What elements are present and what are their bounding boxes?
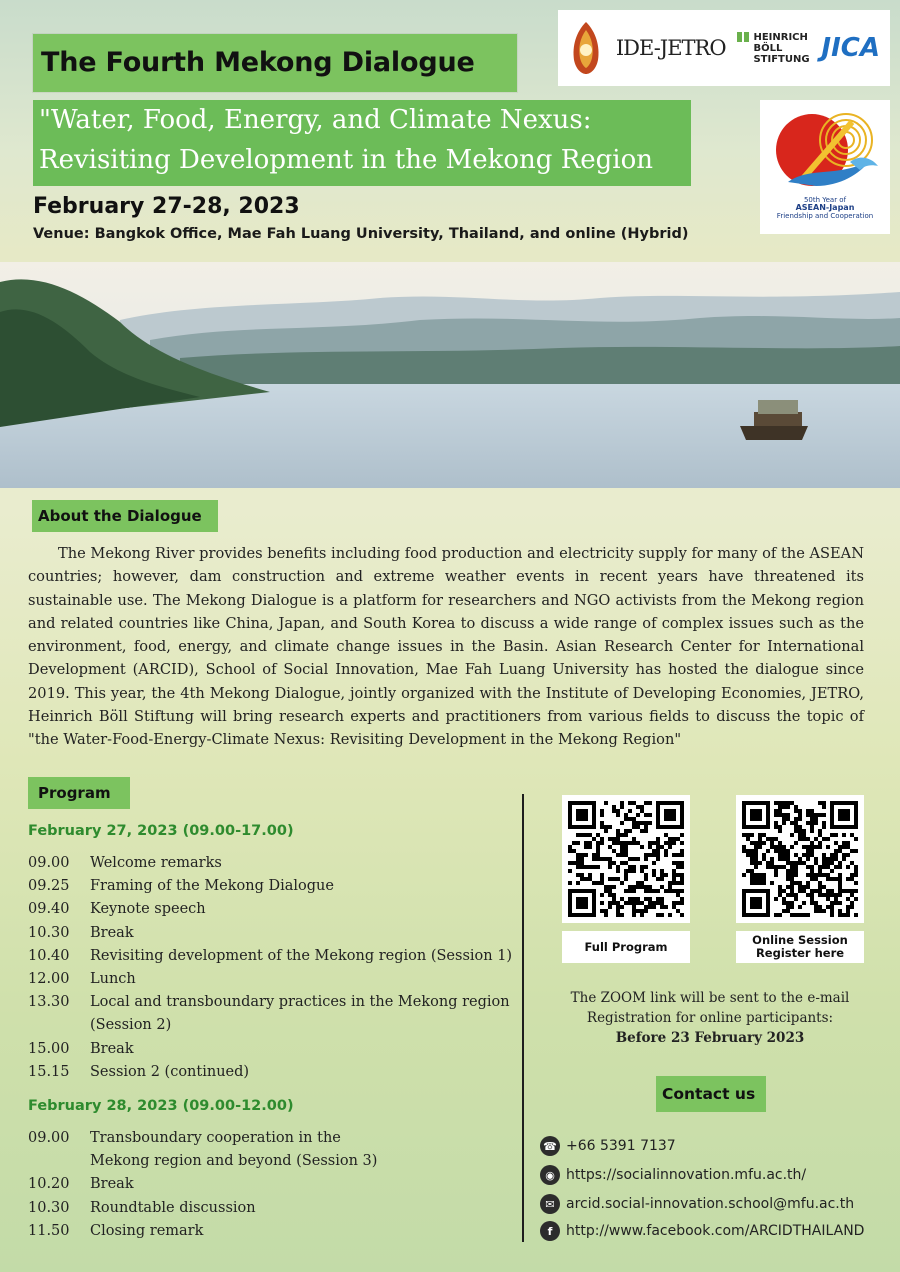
- schedule-time: 13.30: [28, 994, 70, 1011]
- full-program-qr[interactable]: [562, 795, 690, 923]
- hbs-line-3: STIFTUNG: [753, 53, 810, 65]
- contact-website[interactable]: [540, 1165, 806, 1185]
- partner-logos: [558, 10, 890, 86]
- full-program-label[interactable]: Full Program: [562, 931, 690, 963]
- schedule-row: [28, 852, 518, 875]
- schedule-row: [28, 1127, 388, 1173]
- email-address: arcid.social-innovation.school@mfu.ac.th: [566, 1196, 855, 1212]
- schedule-row: [28, 922, 518, 945]
- schedule-time: 09.25: [28, 878, 70, 895]
- registration-line-1: The ZOOM link will be sent to the e-mail: [570, 990, 850, 1006]
- online-label-line-2: Register here: [755, 946, 845, 960]
- schedule-desc: Welcome remarks: [90, 855, 222, 871]
- subtitle-banner: [33, 100, 691, 186]
- day1-schedule: [28, 852, 518, 1084]
- schedule-time: 15.15: [28, 1063, 70, 1080]
- page-title: The Fourth Mekong Dialogue: [41, 47, 475, 78]
- schedule-row: [28, 875, 518, 898]
- schedule-desc: Session 2 (continued): [90, 1063, 250, 1080]
- contact-email[interactable]: [540, 1194, 854, 1214]
- schedule-time: 15.00: [28, 1040, 70, 1057]
- schedule-row: [28, 991, 518, 1037]
- schedule-time: 09.00: [28, 1130, 70, 1146]
- subtitle-line-1: "Water, Food, Energy, and Climate Nexus:: [39, 105, 592, 135]
- schedule-desc: Break: [90, 1176, 134, 1193]
- phone-icon: ☎: [540, 1136, 560, 1156]
- schedule-row: [28, 1038, 518, 1061]
- contact-facebook[interactable]: [540, 1221, 864, 1241]
- online-label-line-1: Online Session: [752, 933, 848, 947]
- online-session-qr[interactable]: [736, 795, 864, 923]
- hbs-line-2: BÖLL: [753, 42, 783, 54]
- mekong-river-photo: [0, 262, 900, 488]
- contact-heading-tab: [656, 1076, 766, 1112]
- hbs-logo: [737, 32, 809, 65]
- contact-phone[interactable]: [540, 1136, 676, 1156]
- asean-japan-emblem-icon: [760, 100, 890, 196]
- about-heading-tab: [32, 500, 218, 532]
- qr-code-icon: [742, 801, 858, 917]
- schedule-time: 09.00: [28, 855, 70, 871]
- mfu-emblem-icon: [568, 20, 604, 76]
- facebook-url: http://www.facebook.com/ARCIDTHAILAND: [566, 1223, 865, 1239]
- schedule-time: 12.00: [28, 971, 70, 988]
- schedule-desc: Lunch: [90, 971, 136, 988]
- jica-logo: JICA: [821, 33, 880, 63]
- program-heading: Program: [38, 784, 111, 802]
- column-divider: [522, 794, 524, 1242]
- schedule-time: 11.50: [28, 1222, 70, 1239]
- registration-line-2: Registration for online participants:: [586, 1010, 834, 1026]
- day1-heading: February 27, 2023 (09.00-17.00): [28, 823, 294, 839]
- schedule-time: 10.20: [28, 1176, 70, 1193]
- title-banner: [33, 34, 517, 92]
- schedule-desc: Framing of the Mekong Dialogue: [90, 878, 334, 895]
- facebook-icon: f: [540, 1221, 560, 1241]
- subtitle-line-2: Revisiting Development in the Mekong Region: [39, 145, 654, 175]
- schedule-time: 10.30: [28, 1199, 70, 1216]
- phone-number: +66 5391 7137: [566, 1138, 676, 1154]
- schedule-time: 10.30: [28, 924, 70, 941]
- website-url: https://socialinnovation.mfu.ac.th/: [566, 1167, 807, 1183]
- registration-deadline: Before 23 February 2023: [615, 1030, 805, 1046]
- qr-code-icon: [568, 801, 684, 917]
- asean-caption-line-1: 50th Year of: [803, 196, 847, 204]
- schedule-time: 09.40: [28, 901, 70, 918]
- about-text: The Mekong River provides benefits including food production and electricity supply for many of the ASEAN countries; however, dam construction and extreme weather events in recent years have threatened its sustainable use. The Mekong Dialogue is a platform for researchers and NGO activists from the Mekong region and related countries like China, Japan, and South Korea to discuss a wide range of complex issues such as the environment, food, energy, and climate change issues in the Basin. Asian Research Center for International Development (ARCID), School of Social Innovation, Mae Fah Luang University has hosted the dialogue since 2019. This year, the 4th Mekong Dialogue, jointly organized with the Institute of Developing Economies, JETRO, Heinrich Böll Stiftung will bring research experts and practitioners from various fields to discuss the topic of "the Water-Food-Energy-Climate Nexus: Revisiting Development in the Mekong Region": [28, 545, 864, 749]
- day2-heading: February 28, 2023 (09.00-12.00): [28, 1098, 294, 1114]
- hbs-mark-icon: [737, 32, 749, 42]
- schedule-row: [28, 945, 518, 968]
- online-session-label[interactable]: [736, 931, 864, 963]
- schedule-desc: Break: [90, 1040, 134, 1057]
- asean-caption-line-3: Friendship and Cooperation: [776, 212, 874, 220]
- ide-jetro-logo: IDE-JETRO: [615, 36, 726, 60]
- schedule-desc: Local and transboundary practices in the Mekong region (Session 2): [90, 994, 510, 1034]
- asean-caption-line-2: ASEAN-Japan: [795, 203, 855, 212]
- email-icon: ✉: [540, 1194, 560, 1214]
- asean-japan-logo: [760, 100, 890, 234]
- event-venue: Venue: Bangkok Office, Mae Fah Luang University, Thailand, and online (Hybrid): [33, 226, 689, 242]
- schedule-desc: Break: [90, 924, 134, 941]
- program-heading-tab: [28, 777, 130, 809]
- about-heading: About the Dialogue: [38, 507, 202, 525]
- schedule-row: [28, 1173, 388, 1196]
- schedule-desc: Roundtable discussion: [90, 1199, 256, 1216]
- day2-schedule: [28, 1127, 388, 1243]
- schedule-row: [28, 968, 518, 991]
- schedule-row: [28, 1061, 518, 1084]
- schedule-row: [28, 1197, 388, 1220]
- schedule-desc: Closing remark: [90, 1222, 204, 1239]
- schedule-desc: Keynote speech: [90, 901, 206, 918]
- schedule-row: [28, 898, 518, 921]
- contact-heading: Contact us: [662, 1085, 756, 1103]
- schedule-row: [28, 1220, 388, 1243]
- globe-icon: ◉: [540, 1165, 560, 1185]
- schedule-desc: Transboundary cooperation in the Mekong region and beyond (Session 3): [90, 1130, 378, 1170]
- event-date: February 27-28, 2023: [33, 194, 300, 219]
- hbs-line-1: HEINRICH: [753, 31, 808, 43]
- schedule-desc: Revisiting development of the Mekong region (Session 1): [90, 947, 513, 964]
- registration-note: [540, 988, 880, 1048]
- schedule-time: 10.40: [28, 947, 70, 964]
